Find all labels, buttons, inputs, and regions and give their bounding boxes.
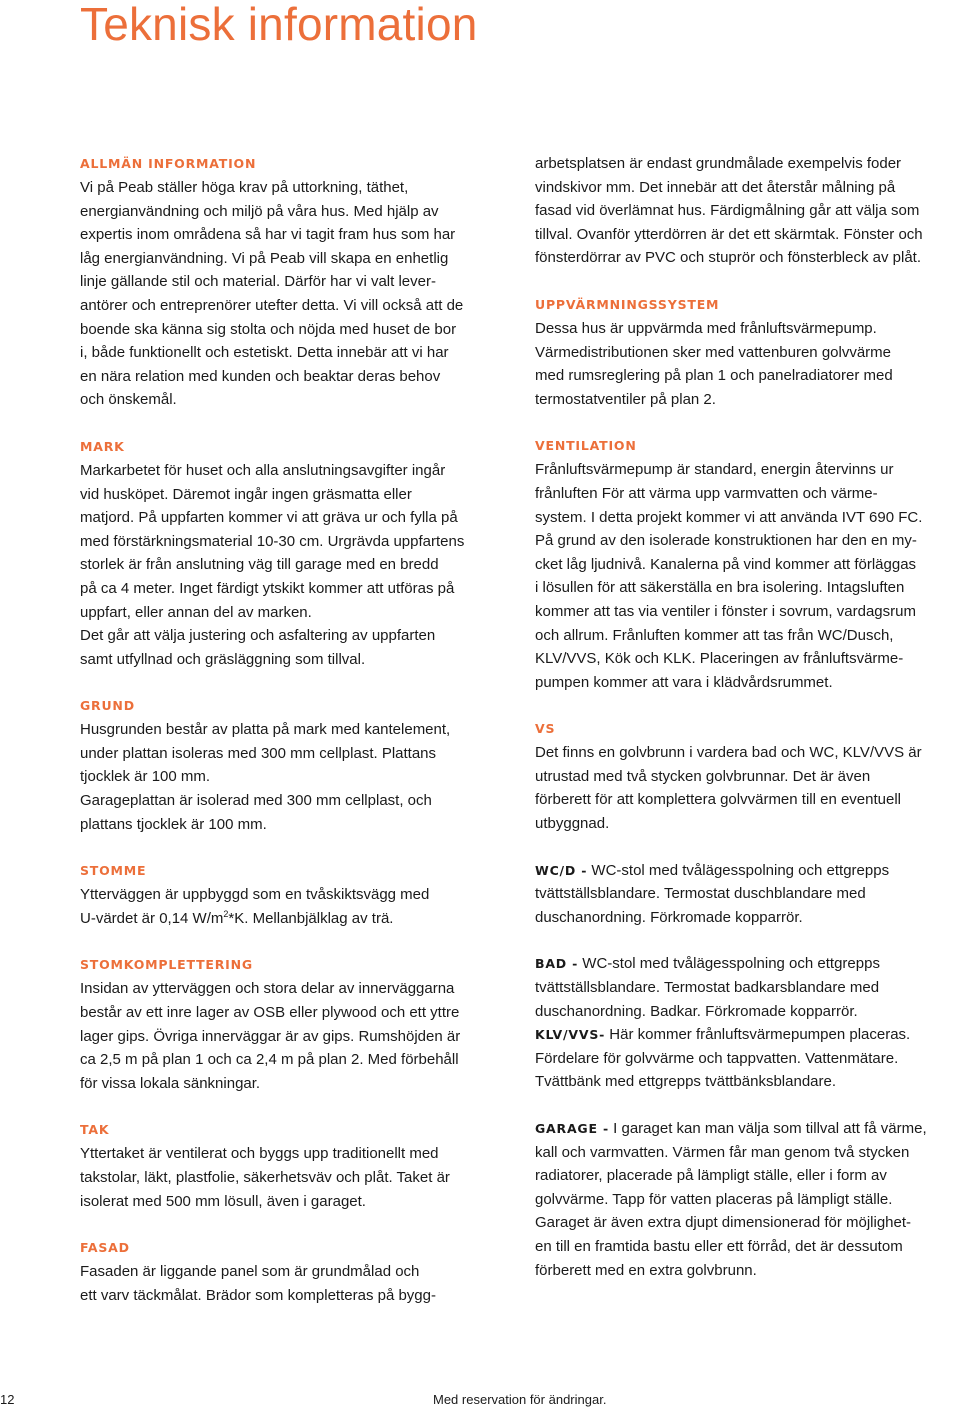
body-line: Tvättbänk med ettgrepps tvättbänksblandare. [535, 1073, 837, 1091]
section-mark [80, 435, 520, 671]
inline-heading: BAD - [535, 956, 579, 972]
body-line: pumpen kommer att vara i klädvårdsrummet. [535, 673, 833, 691]
body-line: takstolar, läkt, plastfolie, säkerhetsväv och plåt. Taket är [80, 1169, 450, 1186]
body-line: vindskivor mm. Det innebär att det återstår målning på [535, 178, 896, 196]
section-ventilation [535, 434, 960, 694]
body-line: fönsterdörrar av PVC och stuprör och fönsterbleck av plåt. [535, 249, 922, 267]
section-garage [535, 1117, 960, 1282]
body-line: Fördelare för golvvärme och tappvatten. Vattenmätare. [535, 1049, 899, 1067]
section-tak [80, 1118, 520, 1213]
superscript: 2 [223, 908, 229, 919]
section-heading: VENTILATION [535, 438, 637, 454]
body-line: ett varv täckmålat. Brädor som kompletteras på bygg- [80, 1286, 436, 1304]
body-line: arbetsplatsen är endast grundmålade exempelvis foder [535, 155, 902, 172]
body-line: Fasaden är liggande panel som är grundmålad och [80, 1263, 420, 1281]
body-line: på ca 4 meter. Inget färdigt ytskikt kommer att utföras på [80, 579, 455, 597]
body-line: tillval. Ovanför ytterdörren är det ett skärmtak. Fönster och [535, 225, 923, 243]
body-line: Ytterväggen är uppbyggd som en tvåskiktsvägg med [80, 886, 430, 904]
body-line: matjord. På uppfarten kommer vi att gräva ur och fylla på [80, 509, 458, 527]
body-line: för vissa lokala sänkningar. [80, 1074, 261, 1092]
section-allman [80, 152, 520, 412]
body-line: linje gällande stil och material. Därför har vi valt lever- [80, 273, 436, 291]
body-line: tvättställsblandare. Termostat duschblandare med [535, 885, 866, 903]
body-line: i lösullen för att säkerställa en bra isolering. Intagsluften [535, 579, 905, 597]
body-line: Insidan av ytterväggen och stora delar av innerväggarna [80, 980, 455, 998]
section-wcd [535, 859, 960, 930]
section-uppvarmning [535, 293, 960, 411]
section-body [80, 883, 520, 930]
body-line: kall och varmvatten. Värmen får man genom två stycken [535, 1143, 910, 1161]
body-line: storlek är från anslutning väg till garage med en bredd [80, 556, 439, 574]
body-line: tjocklek är 100 mm. [80, 768, 211, 786]
body-line: duschanordning. Badkar. Förkromade kopparrör. [535, 1002, 858, 1020]
body-line: Det finns en golvbrunn i vardera bad och WC, KLV/VVS är [535, 744, 922, 762]
body-line: WC-stol med tvålägesspolning och ettgrepps [582, 955, 880, 973]
body-line: Värmedistributionen sker med vattenburen golvvärme [535, 343, 892, 361]
body-line: med förstärkningsmaterial 10-30 cm. Urgrävda uppfartens [80, 532, 465, 550]
body-line: samt utfyllnad och gräsläggning som tillval. [80, 650, 366, 668]
section-stomme [80, 859, 520, 930]
body-line: Garaget är även extra djupt dimensionerad för möjlighet- [535, 1214, 912, 1232]
body-line: U-värdet är 0,14 W/m [80, 909, 224, 927]
body-line: Vi på Peab ställer höga krav på uttorkning, täthet, [80, 179, 409, 196]
body-line: består av ett inre lager av OSB eller plywood och ett yttre [80, 1004, 460, 1022]
inline-heading: GARAGE - [535, 1121, 609, 1136]
section-heading: FASAD [80, 1240, 130, 1256]
body-line: tvättställsblandare. Termostat badkarsblandare med [535, 979, 880, 997]
section-grund [80, 694, 520, 836]
body-line: Markarbetet för huset och alla anslutningsavgifter ingår [80, 461, 446, 479]
body-line: Garageplattan är isolerad med 300 mm cellplast, och [80, 792, 432, 810]
section-body [80, 459, 520, 671]
section-body [535, 1117, 960, 1282]
section-heading: TAK [80, 1122, 110, 1138]
footer-note: Med reservation för ändringar. [433, 1392, 607, 1407]
body-line: och allrum. Frånluften kommer att tas från WC/Dusch, [535, 626, 894, 644]
inline-heading: WC/D - [535, 862, 588, 878]
body-line: en till en framtida bastu eller ett förråd, det är dessutom [535, 1237, 903, 1255]
body-line: plattans tjocklek är 100 mm. [80, 815, 267, 833]
section-heading: ALLMÄN INFORMATION [80, 156, 257, 171]
body-line: ca 2,5 m på plan 1 och ca 2,4 m på plan 2. Med förbehåll [80, 1051, 459, 1069]
section-body [80, 977, 520, 1095]
section-body [535, 152, 960, 270]
section-heading: VS [535, 721, 556, 737]
body-line: WC-stol med tvålägesspolning och ettgrepps [591, 861, 890, 879]
body-line: Här kommer frånluftsvärmepumpen placeras. [609, 1026, 911, 1044]
section-heading: MARK [80, 438, 125, 454]
section-heading: STOMME [80, 863, 147, 879]
body-line: vid husköpet. Däremot ingår ingen gräsmatta eller [80, 485, 412, 503]
page-number: 12 [0, 1392, 15, 1407]
body-line: På grund av den isolerade konstruktionen har den en my- [535, 532, 917, 550]
body-line: boende ska känna sig stolta och nöjda med huset de bor [80, 320, 457, 338]
body-line: lager gips. Övriga innerväggar är av gips. Rumshöjden är [80, 1027, 461, 1045]
body-line: radiatorer, placerade på lämpligt ställe, eller i form av [535, 1167, 887, 1185]
body-line: frånluften För att värma upp varmvatten och värme- [535, 484, 878, 502]
body-line: förberett för att komplettera golvvärmen till en eventuell [535, 791, 902, 809]
body-line: utbyggnad. [535, 815, 610, 833]
body-line: termostatventiler på plan 2. [535, 390, 716, 408]
body-line: och önskemål. [80, 391, 177, 409]
body-line: Det går att välja justering och asfaltering av uppfarten [80, 627, 436, 645]
body-line: låg energianvändning. Vi på Peab vill skapa en enhetlig [80, 249, 449, 267]
section-body [535, 1023, 960, 1094]
section-heading: STOMKOMPLETTERING [80, 957, 253, 973]
body-line: en nära relation med kunden och beaktar deras behov [80, 367, 441, 385]
section-fasad [80, 1236, 520, 1307]
section-body [80, 718, 520, 836]
section-stomkomplettering [80, 953, 520, 1095]
body-line: cket låg ljudnivå. Kanalerna på vind kommer att förläggas [535, 555, 917, 573]
body-line: förberett med en extra golvbrunn. [535, 1261, 757, 1279]
body-line: utrustad med två stycken golvbrunnar. Det är även [535, 767, 871, 785]
body-line: uppfart, eller annan del av marken. [80, 603, 312, 621]
body-line: isolerat med 500 mm lösull, även i garaget. [80, 1192, 366, 1210]
body-line: Husgrunden består av platta på mark med kantelement, [80, 721, 451, 739]
left-column [80, 152, 520, 1307]
body-line: med rumsreglering på plan 1 och panelradiatorer med [535, 367, 893, 385]
body-line: Dessa hus är uppvärmda med frånluftsvärmepump. [535, 319, 877, 337]
body-line: energianvändning och miljö på våra hus. Med hjälp av [80, 202, 439, 220]
section-heading: GRUND [80, 698, 135, 714]
section-body [80, 1142, 520, 1213]
section-body [535, 317, 960, 411]
body-line: i, både funktionellt och estetiskt. Detta innebär att vi har [80, 344, 449, 362]
body-line: I garaget kan man välja som tillval att få värme, [613, 1120, 927, 1137]
section-fasad-continued [535, 152, 960, 270]
body-line: under plattan isoleras med 300 mm cellplast. Plattans [80, 744, 437, 762]
section-klv [535, 1023, 960, 1094]
body-line: *K. Mellanbjälklag av trä. [228, 909, 394, 927]
body-line: duschanordning. Förkromade kopparrör. [535, 908, 803, 926]
body-line: expertis inom områdena så har vi tagit fram hus som har [80, 226, 456, 244]
section-body [535, 952, 960, 1023]
section-body [80, 176, 520, 412]
body-line: system. I detta projekt kommer vi att använda IVT 690 FC. [535, 508, 923, 526]
body-line: Frånluftsvärmepump är standard, energin återvinns ur [535, 461, 894, 479]
section-bad [535, 952, 960, 1023]
page-title: Teknisk information [80, 0, 478, 50]
section-body [535, 741, 960, 835]
body-line: fasad vid överlämnat hus. Färdigmålning går att välja som [535, 202, 920, 220]
section-body [535, 859, 960, 930]
body-line: Yttertaket är ventilerat och byggs upp traditionellt med [80, 1145, 439, 1163]
body-line: antörer och entreprenörer utefter detta. Vi vill också att de [80, 296, 464, 314]
section-heading: UPPVÄRMNINGSSYSTEM [535, 296, 720, 312]
body-line: golvvärme. Tapp för vatten placeras på lämpligt ställe. [535, 1190, 893, 1208]
section-body [535, 458, 960, 694]
body-line: kommer att tas via ventiler i fönster i sovrum, vardagsrum [535, 602, 916, 620]
body-line: KLV/VVS, Kök och KLK. Placeringen av frånluftsvärme- [535, 650, 904, 668]
section-vs [535, 717, 960, 835]
right-column [535, 152, 960, 1282]
inline-heading: KLV/VVS- [535, 1027, 606, 1043]
section-body [80, 1260, 520, 1307]
